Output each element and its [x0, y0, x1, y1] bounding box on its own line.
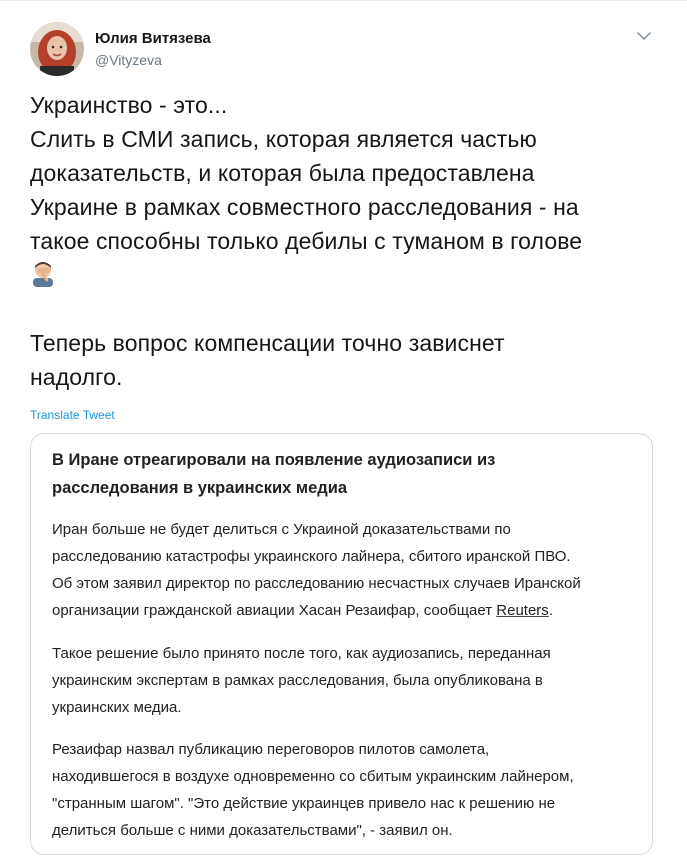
- article-paragraph: [52, 516, 647, 624]
- paragraph-line: находившегося в воздухе одновременно со сбитым украинским лайнером,: [52, 768, 574, 785]
- article-paragraph: [52, 640, 647, 721]
- paragraph-line: Такое решение было принято после того, как аудиозапись, переданная: [52, 645, 551, 662]
- emoji-line: [30, 258, 660, 292]
- man-facepalming-icon: [30, 259, 56, 287]
- tweet-line: доказательств, и которая была предоставлена: [30, 160, 535, 186]
- paragraph-line: Иран больше не будет делиться с Украиной доказательствами по: [52, 521, 511, 538]
- paragraph-line: расследованию катастрофы украинского лайнера, сбитого иранской ПВО.: [52, 548, 571, 565]
- paragraph-line: [52, 597, 647, 624]
- paragraph-line: украинских медиа.: [52, 699, 182, 716]
- tweet-line: Слить в СМИ запись, которая является частью: [30, 126, 537, 152]
- paragraph-line: Об этом заявил директор по расследованию несчастных случаев Иранской: [52, 575, 581, 592]
- divider: [0, 0, 687, 1]
- tweet-line: надолго.: [30, 364, 123, 390]
- tweet-line: Теперь вопрос компенсации точно зависнет: [30, 330, 505, 356]
- tweet-line: Украине в рамках совместного расследования - на: [30, 194, 579, 220]
- paragraph-text: .: [548, 602, 553, 619]
- paragraph-text: организации гражданской авиации Хасан Резаифар, сообщает: [52, 602, 497, 619]
- title-line: расследования в украинских медиа: [52, 479, 348, 497]
- paragraph-line: "странным шагом". "Это действие украинцев привело нас к решению не: [52, 795, 556, 812]
- article-title: [52, 446, 642, 502]
- paragraph-line: Резаифар назвал публикацию переговоров пилотов самолета,: [52, 741, 490, 758]
- quoted-article-card[interactable]: [30, 433, 653, 855]
- chevron-down-icon[interactable]: [634, 26, 654, 46]
- paragraph-line: делиться больше с ними доказательствами", - заявил он.: [52, 822, 453, 839]
- title-line: В Иране отреагировали на появление аудиозаписи из: [52, 451, 496, 469]
- tweet-line: такое способны только дебилы с туманом в голове: [30, 228, 583, 254]
- translate-tweet-link[interactable]: Translate Tweet: [30, 408, 115, 422]
- tweet-line: Украинство - это...: [30, 92, 228, 118]
- tweet-text: [30, 88, 660, 394]
- article-paragraph: [52, 736, 647, 844]
- reuters-link[interactable]: Reuters: [496, 602, 549, 619]
- user-handle[interactable]: @Vityzeva: [95, 52, 162, 68]
- avatar[interactable]: [30, 22, 84, 76]
- paragraph-line: украинским экспертам в рамках расследования, была опубликована в: [52, 672, 543, 689]
- user-name[interactable]: Юлия Витязева: [95, 30, 211, 47]
